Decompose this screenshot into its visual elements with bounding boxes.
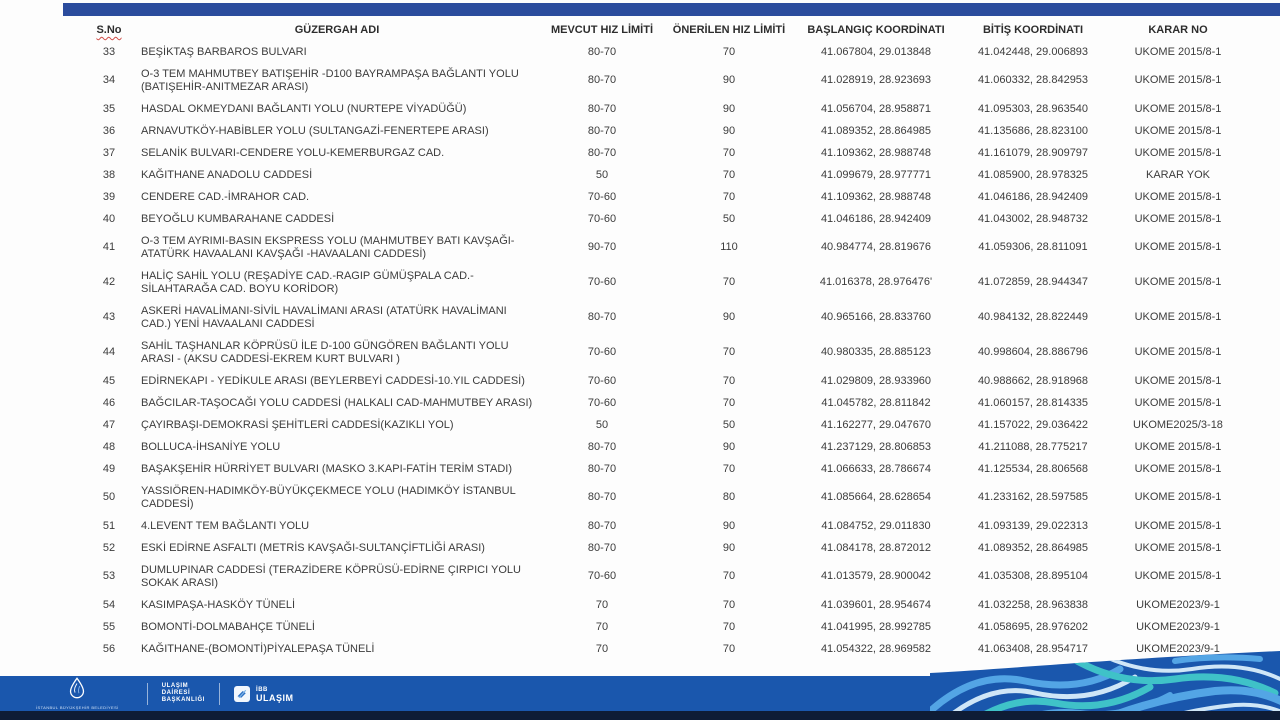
column-header: MEVCUT HIZ LİMİTİ (550, 24, 654, 36)
table-row (85, 265, 1247, 300)
brand-text (256, 686, 294, 702)
table-row (85, 370, 1247, 392)
table-cell: 41.084178, 28.872012 (820, 541, 932, 554)
table-row (85, 208, 1247, 230)
table-cell: SELANİK BULVARI-CENDERE YOLU-KEMERBURGAZ CAD. (141, 146, 445, 159)
table-cell: 39 (102, 190, 116, 203)
table-cell: 80-70 (587, 541, 617, 554)
table-cell: 41.211088, 28.775217 (978, 440, 1088, 453)
table-cell: UKOME 2015/8-1 (1134, 212, 1222, 225)
table-cell: UKOME 2015/8-1 (1134, 491, 1222, 503)
table-cell: BEŞİKTAŞ BARBAROS BULVARI (141, 45, 307, 58)
table-cell: 70 (722, 396, 736, 409)
table-cell: UKOME 2015/8-1 (1134, 374, 1222, 387)
table-cell: 40.984774, 28.819676 (820, 241, 932, 253)
table-cell: EDİRNEKAPI - YEDİKULE ARASI (BEYLERBEYİ CADDESİ-10.YIL CADDESİ) (141, 374, 525, 387)
table-cell: 41.028919, 28.923693 (820, 74, 932, 86)
table-row (85, 537, 1247, 559)
table-cell: 41.060157, 28.814335 (977, 396, 1089, 409)
table-cell: 41.032258, 28.963838 (977, 598, 1089, 611)
table-cell: 48 (102, 440, 116, 453)
table-header-row (85, 20, 1247, 41)
table-cell: 41.095303, 28.963540 (977, 102, 1089, 115)
table-cell: 56 (102, 642, 116, 655)
department-line: BAŞKANLIĞI (161, 697, 206, 703)
table-cell: 41.072859, 28.944347 (977, 276, 1089, 288)
table-cell: 41.058695, 28.976202 (977, 620, 1089, 633)
table-cell: 47 (102, 418, 116, 431)
table-cell: 70-60 (587, 212, 617, 225)
footer-logo-block (36, 677, 294, 710)
table-cell: UKOME 2015/8-1 (1134, 124, 1222, 137)
table-cell: 90 (722, 440, 736, 453)
table-cell: 70 (722, 168, 736, 181)
table-cell: 41.045782, 28.811842 (821, 396, 931, 409)
table-cell: 38 (102, 168, 116, 181)
table-row (85, 480, 1247, 515)
table-cell: 41.056704, 28.958871 (820, 102, 932, 115)
table-cell: 70 (722, 190, 736, 203)
table-cell: UKOME 2015/8-1 (1134, 311, 1222, 323)
table-cell: UKOME 2015/8-1 (1134, 276, 1222, 288)
table-cell: 41.059306, 28.811091 (978, 241, 1088, 253)
city-logo-caption: İSTANBUL BÜYÜKŞEHİR BELEDİYESİ (36, 705, 119, 710)
table-cell: KARAR YOK (1146, 168, 1210, 181)
table-cell: 80-70 (587, 102, 617, 115)
table-cell: 4.LEVENT TEM BAĞLANTI YOLU (141, 519, 310, 532)
table-cell: 80-70 (587, 491, 617, 503)
brand-bottom-label: ULAŞIM (256, 692, 294, 703)
table-cell: UKOME 2015/8-1 (1134, 346, 1222, 358)
bottom-strip (0, 711, 1280, 720)
table-cell: 90 (722, 541, 736, 554)
table-cell: 80-70 (587, 440, 617, 453)
table-cell: 41.093139, 29.022313 (977, 519, 1089, 532)
table-row (85, 120, 1247, 142)
table-cell: ESKİ EDİRNE ASFALTI (METRİS KAVŞAĞI-SULTANÇİFTLİĞİ ARASI) (141, 541, 485, 554)
table-cell: KAĞITHANE-(BOMONTİ)PİYALEPAŞA TÜNELİ (141, 642, 375, 655)
table-cell: 50 (722, 418, 736, 431)
table-cell: 41.089352, 28.864985 (977, 541, 1089, 554)
table-cell: 37 (102, 146, 116, 159)
column-header: GÜZERGAH ADI (294, 24, 380, 36)
department-label (162, 683, 205, 704)
table-cell: 49 (102, 462, 116, 475)
column-header: BAŞLANGIÇ KOORDİNATI (807, 24, 945, 36)
table-cell: 70 (722, 620, 736, 633)
table-row (85, 142, 1247, 164)
table-cell: 41.233162, 28.597585 (977, 491, 1089, 503)
table-cell: 70 (722, 146, 736, 159)
table-cell: 41.046186, 28.942409 (977, 190, 1089, 203)
department-line: ULAŞIM (161, 683, 189, 689)
table-cell: 33 (102, 45, 116, 58)
table-cell: 41.157022, 29.036422 (977, 418, 1089, 431)
table-cell: 43 (102, 311, 116, 323)
table-cell: 41.043002, 28.948732 (977, 212, 1089, 225)
table-cell: KAĞITHANE ANADOLU CADDESİ (141, 168, 313, 181)
table-cell: DUMLUPINAR CADDESİ (TERAZİDERE KÖPRÜSÜ-EDİRNE ÇIRPICI YOLU SOKAK ARASI) (141, 563, 521, 589)
table-cell: 41.237129, 28.806853 (820, 440, 932, 453)
table-cell: 41 (102, 241, 116, 253)
transport-brand-icon (234, 686, 250, 702)
table-cell: 70 (722, 570, 736, 582)
table-cell: 80-70 (587, 519, 617, 532)
table-cell: 53 (102, 570, 116, 582)
table-cell: 50 (595, 418, 609, 431)
table-cell: 41.109362, 28.988748 (820, 146, 932, 159)
table-header (85, 20, 1247, 41)
table-cell: 70 (595, 620, 609, 633)
table-cell: UKOME 2015/8-1 (1134, 74, 1222, 86)
table-cell: 41.099679, 28.977771 (820, 168, 932, 181)
column-header: KARAR NO (1148, 24, 1208, 36)
table-row (85, 230, 1247, 265)
table-cell: 35 (102, 102, 116, 115)
column-header: ÖNERİLEN HIZ LİMİTİ (672, 24, 786, 36)
table-cell: 41.066633, 28.786674 (820, 462, 932, 475)
table-cell: O-3 TEM MAHMUTBEY BATIŞEHİR -D100 BAYRAMPAŞA BAĞLANTI YOLU (BATIŞEHİR-ANITMEZAR ARASI) (141, 67, 519, 93)
table-cell: 70 (722, 598, 736, 611)
table-cell: 41.085664, 28.628654 (820, 491, 932, 503)
table-cell: UKOME 2015/8-1 (1134, 570, 1222, 582)
table-cell: 70-60 (587, 190, 617, 203)
table-row (85, 436, 1247, 458)
table-cell: ÇAYIRBAŞI-DEMOKRASİ ŞEHİTLERİ CADDESİ(KAZIKLI YOL) (141, 418, 454, 431)
table-row (85, 186, 1247, 208)
table-row (85, 300, 1247, 335)
table-cell: 41.161079, 28.909797 (977, 146, 1089, 159)
table-cell: ARNAVUTKÖY-HABİBLER YOLU (SULTANGAZİ-FENERTEPE ARASI) (141, 124, 489, 137)
table-cell: 42 (102, 276, 116, 288)
table-cell: 55 (102, 620, 116, 633)
table-cell: 50 (722, 212, 736, 225)
table-cell: YASSIÖREN-HADIMKÖY-BÜYÜKÇEKMECE YOLU (HADIMKÖY İSTANBUL CADDESİ) (141, 484, 516, 510)
speed-limit-table (85, 20, 1247, 660)
table-cell: 41.046186, 28.942409 (820, 212, 932, 225)
table-cell: BEYOĞLU KUMBARAHANE CADDESİ (141, 212, 335, 225)
table-cell: 41.135686, 28.823100 (977, 124, 1089, 137)
table-cell: 70-60 (587, 346, 617, 358)
wave-pattern-decoration (930, 651, 1280, 711)
table-cell: 41.063408, 28.954717 (977, 642, 1089, 655)
table-cell: 41.125534, 28.806568 (977, 462, 1089, 475)
table-cell: 70-60 (587, 396, 617, 409)
table-cell: 36 (102, 124, 116, 137)
table-cell: KASIMPAŞA-HASKÖY TÜNELİ (141, 598, 296, 611)
column-header: BİTİŞ KOORDİNATI (982, 24, 1083, 36)
table-row (85, 63, 1247, 98)
table-cell: 52 (102, 541, 116, 554)
table-cell: 90 (722, 74, 736, 86)
table-cell: UKOME 2015/8-1 (1134, 541, 1222, 554)
table-row (85, 335, 1247, 370)
table-cell: 80-70 (587, 124, 617, 137)
table-row (85, 458, 1247, 480)
table-cell: 44 (102, 346, 116, 358)
table-cell: UKOME 2015/8-1 (1134, 146, 1222, 159)
table-cell: 41.109362, 28.988748 (820, 190, 932, 203)
department-line: DAİRESİ (161, 690, 191, 696)
table-cell: 54 (102, 598, 116, 611)
table-cell: 41.085900, 28.978325 (977, 168, 1089, 181)
table-cell: 70 (722, 276, 736, 288)
table-cell: 70 (722, 462, 736, 475)
table-cell: UKOME 2015/8-1 (1134, 519, 1222, 532)
table-cell: 41.162277, 29.047670 (820, 418, 932, 431)
table-cell: 80-70 (587, 45, 617, 58)
table-cell: HASDAL OKMEYDANI BAĞLANTI YOLU (NURTEPE VİYADÜĞÜ) (141, 102, 467, 115)
table-cell: 80-70 (587, 462, 617, 475)
table-cell: ASKERİ HAVALİMANI-SİVİL HAVALİMANI ARASI (ATATÜRK HAVALİMANI CAD.) YENİ HAVAALANI CADDESİ (141, 304, 507, 330)
table-cell: UKOME2023/9-1 (1136, 620, 1220, 633)
table-cell: 70 (595, 598, 609, 611)
table-cell: 80 (722, 491, 736, 503)
table-cell: BOLLUCA-İHSANİYE YOLU (141, 440, 281, 453)
table-cell: 90 (722, 519, 736, 532)
table-cell: UKOME2023/9-1 (1136, 598, 1220, 611)
table-cell: 70 (722, 346, 736, 358)
column-header: S.No (96, 24, 122, 36)
table-cell: HALİÇ SAHİL YOLU (REŞADİYE CAD.-RAGIP GÜMÜŞPALA CAD.-SİLAHTARAĞA CAD. BOYU KORİDOR) (141, 269, 474, 295)
table-cell: 90 (722, 124, 736, 137)
table-cell: UKOME 2015/8-1 (1134, 462, 1222, 475)
table-cell: 41.042448, 29.006893 (977, 45, 1089, 58)
table-cell: 40.998604, 28.886796 (977, 346, 1089, 358)
table-cell: 41.039601, 28.954674 (820, 598, 932, 611)
table-cell: O-3 TEM AYRIMI-BASIN EKSPRESS YOLU (MAHMUTBEY BATI KAVŞAĞI-ATATÜRK HAVAALANI KAVŞAĞI -HAVAALANI CADDESİ) (141, 234, 515, 260)
table-cell: 70-60 (587, 374, 617, 387)
table-cell: 40.980335, 28.885123 (820, 346, 932, 358)
table-cell: 41.054322, 28.969582 (820, 642, 932, 655)
table-row (85, 515, 1247, 537)
table-cell: 90-70 (587, 241, 617, 253)
water-drop-icon (67, 677, 87, 704)
table-cell: UKOME 2015/8-1 (1134, 440, 1222, 453)
top-accent-bar (63, 3, 1280, 16)
footer-divider (147, 683, 148, 705)
table-cell: UKOME 2015/8-1 (1134, 241, 1222, 253)
table-cell: 41.067804, 29.013848 (820, 45, 932, 58)
table-cell: 41.016378, 28.976476' (819, 276, 933, 288)
table-cell: UKOME 2015/8-1 (1134, 102, 1222, 115)
table-row (85, 98, 1247, 120)
table-cell: BAĞCILAR-TAŞOCAĞI YOLU CADDESİ (HALKALI CAD-MAHMUTBEY ARASI) (141, 396, 533, 409)
table-cell: 41.013579, 28.900042 (820, 570, 932, 582)
table-cell: 80-70 (587, 146, 617, 159)
table-cell: UKOME 2015/8-1 (1134, 190, 1222, 203)
table-row (85, 41, 1247, 63)
table-cell: 110 (720, 241, 738, 253)
table-cell: 40.988662, 28.918968 (977, 374, 1089, 387)
table-cell: 50 (102, 491, 116, 503)
table-cell: 41.089352, 28.864985 (820, 124, 932, 137)
table-cell: 40 (102, 212, 116, 225)
table-body (85, 41, 1247, 660)
footer-divider (219, 683, 220, 705)
table-row (85, 559, 1247, 594)
table-cell: SAHİL TAŞHANLAR KÖPRÜSÜ İLE D-100 GÜNGÖREN BAĞLANTI YOLU ARASI - (AKSU CADDESİ-EKREM KURT BULVARI ) (141, 339, 509, 365)
table-cell: 80-70 (587, 311, 617, 323)
table-cell: 70-60 (587, 570, 617, 582)
table-row (85, 616, 1247, 638)
table-cell: 50 (595, 168, 609, 181)
table-cell: 90 (722, 102, 736, 115)
table-cell: 40.965166, 28.833760 (820, 311, 932, 323)
ibb-city-logo (36, 677, 119, 710)
table-cell: BOMONTİ-DOLMABAHÇE TÜNELİ (141, 620, 315, 633)
table-cell: 41.035308, 28.895104 (977, 570, 1089, 582)
table-cell: 80-70 (587, 74, 617, 86)
table-cell: 46 (102, 396, 116, 409)
table-cell: 41.084752, 29.011830 (821, 519, 931, 532)
table-cell: UKOME2025/3-18 (1133, 418, 1223, 431)
table-cell: 41.041995, 28.992785 (820, 620, 932, 633)
table-cell: 40.984132, 28.822449 (977, 311, 1089, 323)
table-cell: CENDERE CAD.-İMRAHOR CAD. (141, 190, 310, 203)
table-row (85, 164, 1247, 186)
table-cell: 41.029809, 28.933960 (820, 374, 932, 387)
table-cell: 41.060332, 28.842953 (977, 74, 1089, 86)
table-cell: 70 (722, 374, 736, 387)
table-cell: 34 (102, 74, 116, 86)
table-cell: 70 (722, 642, 736, 655)
table-cell: UKOME 2015/8-1 (1134, 396, 1222, 409)
table-cell: 45 (102, 374, 116, 387)
table-cell: BAŞAKŞEHİR HÜRRİYET BULVARI (MASKO 3.KAPI-FATİH TERİM STADI) (141, 462, 513, 475)
table-cell: 70 (595, 642, 609, 655)
table-cell: 51 (102, 519, 116, 532)
table-row (85, 594, 1247, 616)
table-cell: 70-60 (587, 276, 617, 288)
table-cell: 90 (722, 311, 736, 323)
table-row (85, 414, 1247, 436)
table-cell: UKOME2023/9-1 (1136, 642, 1220, 655)
table-cell: UKOME 2015/8-1 (1134, 45, 1222, 58)
brand-top-label: İBB (256, 686, 268, 693)
table-cell: 70 (722, 45, 736, 58)
ibb-ulasim-logo (234, 686, 294, 702)
table-row (85, 392, 1247, 414)
